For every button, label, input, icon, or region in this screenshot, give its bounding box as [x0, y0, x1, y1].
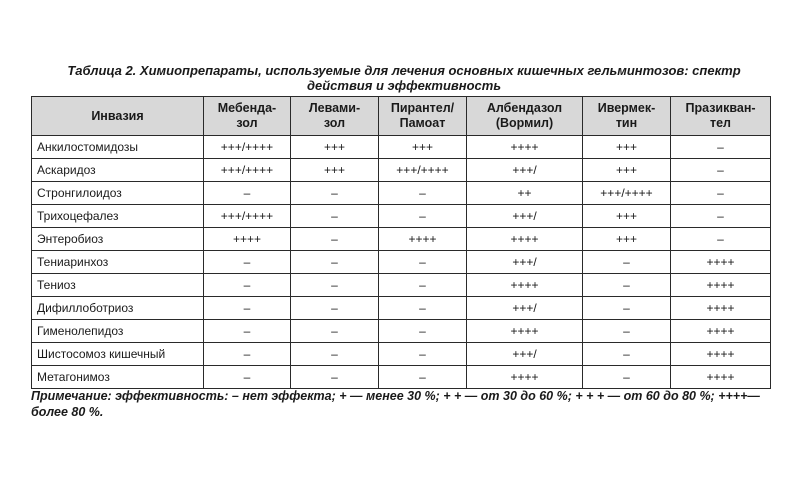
efficacy-cell: – [379, 274, 467, 297]
table-row [32, 343, 771, 366]
efficacy-cell: – [671, 136, 771, 159]
efficacy-cell: ++++ [671, 297, 771, 320]
efficacy-cell: – [291, 228, 379, 251]
col-header-line1: Мебенда- [217, 101, 277, 115]
efficacy-cell: +++/ [467, 251, 583, 274]
efficacy-cell: – [291, 205, 379, 228]
efficacy-cell: – [204, 320, 291, 343]
col-header-ivermectin [583, 97, 671, 136]
efficacy-cell: – [204, 343, 291, 366]
col-header-line1: Албендазол [486, 101, 563, 115]
table-row [32, 205, 771, 228]
col-header-mebendazole [204, 97, 291, 136]
invasion-name-cell: Метагонимоз [32, 366, 204, 389]
col-header-line1: Инвазия [91, 108, 144, 123]
col-header-praziquantel [671, 97, 771, 136]
efficacy-cell: ++++ [379, 228, 467, 251]
efficacy-cell: +++ [291, 136, 379, 159]
efficacy-cell: – [583, 274, 671, 297]
efficacy-cell: – [671, 205, 771, 228]
col-header-line1: Ивермек- [597, 101, 656, 115]
efficacy-cell: – [671, 182, 771, 205]
col-header-line2: Памоат [399, 116, 446, 130]
efficacy-cell: ++++ [467, 366, 583, 389]
efficacy-cell: – [671, 159, 771, 182]
efficacy-cell: – [291, 251, 379, 274]
efficacy-cell: – [291, 297, 379, 320]
table-row [32, 274, 771, 297]
efficacy-cell: – [379, 343, 467, 366]
efficacy-cell: ++++ [204, 228, 291, 251]
efficacy-cell: – [291, 274, 379, 297]
invasion-name-cell: Тениоз [32, 274, 204, 297]
table-note: Примечание: эффективность: – нет эффекта; + — менее 30 %; + + — от 30 до 60 %; + + + — от 60 до 80 %; ++++— более 80 %. [31, 389, 760, 419]
invasion-name-cell: Стронгилоидоз [32, 182, 204, 205]
efficacy-cell: – [379, 251, 467, 274]
efficacy-cell: +++/++++ [583, 182, 671, 205]
drug-table [31, 96, 771, 389]
efficacy-cell: – [379, 366, 467, 389]
efficacy-cell: ++++ [467, 274, 583, 297]
efficacy-cell: – [291, 182, 379, 205]
efficacy-cell: +++/ [467, 343, 583, 366]
efficacy-cell: +++ [583, 205, 671, 228]
invasion-name-cell: Трихоцефалез [32, 205, 204, 228]
invasion-name-cell: Энтеробиоз [32, 228, 204, 251]
table-row [32, 366, 771, 389]
table-row [32, 228, 771, 251]
col-header-line2: тел [709, 116, 731, 130]
col-header-line1: Пирантел/ [390, 101, 455, 115]
efficacy-cell: – [204, 274, 291, 297]
efficacy-cell: +++ [291, 159, 379, 182]
col-header-line1: Празикван- [685, 101, 756, 115]
efficacy-cell: +++/++++ [204, 205, 291, 228]
table-caption: Таблица 2. Химиопрепараты, используемые для лечения основных кишечных гельминтозов: спектр действия и эффективность [67, 63, 741, 93]
efficacy-cell: – [379, 205, 467, 228]
col-header-levamisole [291, 97, 379, 136]
efficacy-cell: ++++ [467, 320, 583, 343]
efficacy-cell: +++/ [467, 205, 583, 228]
efficacy-cell: – [583, 251, 671, 274]
col-header-pyrantel [379, 97, 467, 136]
efficacy-cell: – [291, 366, 379, 389]
efficacy-cell: – [204, 297, 291, 320]
efficacy-cell: – [671, 228, 771, 251]
efficacy-cell: – [583, 297, 671, 320]
efficacy-cell: ++++ [671, 366, 771, 389]
efficacy-cell: – [583, 320, 671, 343]
efficacy-cell: – [291, 343, 379, 366]
efficacy-cell: – [583, 343, 671, 366]
efficacy-cell: +++ [379, 136, 467, 159]
efficacy-cell: +++/ [467, 297, 583, 320]
efficacy-cell: – [204, 251, 291, 274]
invasion-name-cell: Дифиллоботриоз [32, 297, 204, 320]
efficacy-cell: +++/++++ [204, 159, 291, 182]
efficacy-cell: +++/++++ [204, 136, 291, 159]
efficacy-cell: ++++ [671, 274, 771, 297]
header-row [32, 97, 771, 136]
efficacy-cell: ++++ [467, 228, 583, 251]
table-row [32, 297, 771, 320]
efficacy-cell: – [204, 366, 291, 389]
table-row [32, 136, 771, 159]
efficacy-cell: ++++ [671, 343, 771, 366]
table-row [32, 182, 771, 205]
efficacy-cell: ++ [467, 182, 583, 205]
efficacy-cell: – [291, 320, 379, 343]
efficacy-cell: – [204, 182, 291, 205]
col-header-line2: зол [236, 116, 258, 130]
efficacy-cell: – [583, 366, 671, 389]
efficacy-cell: ++++ [671, 251, 771, 274]
col-header-line2: зол [323, 116, 346, 130]
col-header-invasion [32, 97, 204, 136]
col-header-line2: тин [615, 116, 638, 130]
invasion-name-cell: Шистосомоз кишечный [32, 343, 204, 366]
table-row [32, 251, 771, 274]
efficacy-cell: +++ [583, 228, 671, 251]
efficacy-cell: +++ [583, 136, 671, 159]
efficacy-cell: +++/++++ [379, 159, 467, 182]
invasion-name-cell: Гименолепидоз [32, 320, 204, 343]
invasion-name-cell: Аскаридоз [32, 159, 204, 182]
efficacy-cell: +++/ [467, 159, 583, 182]
col-header-line2: (Вормил) [495, 116, 554, 130]
efficacy-cell: ++++ [467, 136, 583, 159]
table-row [32, 159, 771, 182]
invasion-name-cell: Анкилостомидозы [32, 136, 204, 159]
efficacy-cell: – [379, 182, 467, 205]
efficacy-cell: +++ [583, 159, 671, 182]
efficacy-cell: – [379, 297, 467, 320]
efficacy-cell: ++++ [671, 320, 771, 343]
table-row [32, 320, 771, 343]
efficacy-cell: – [379, 320, 467, 343]
col-header-line1: Левами- [308, 101, 361, 115]
col-header-albendazole [467, 97, 583, 136]
invasion-name-cell: Тениаринхоз [32, 251, 204, 274]
